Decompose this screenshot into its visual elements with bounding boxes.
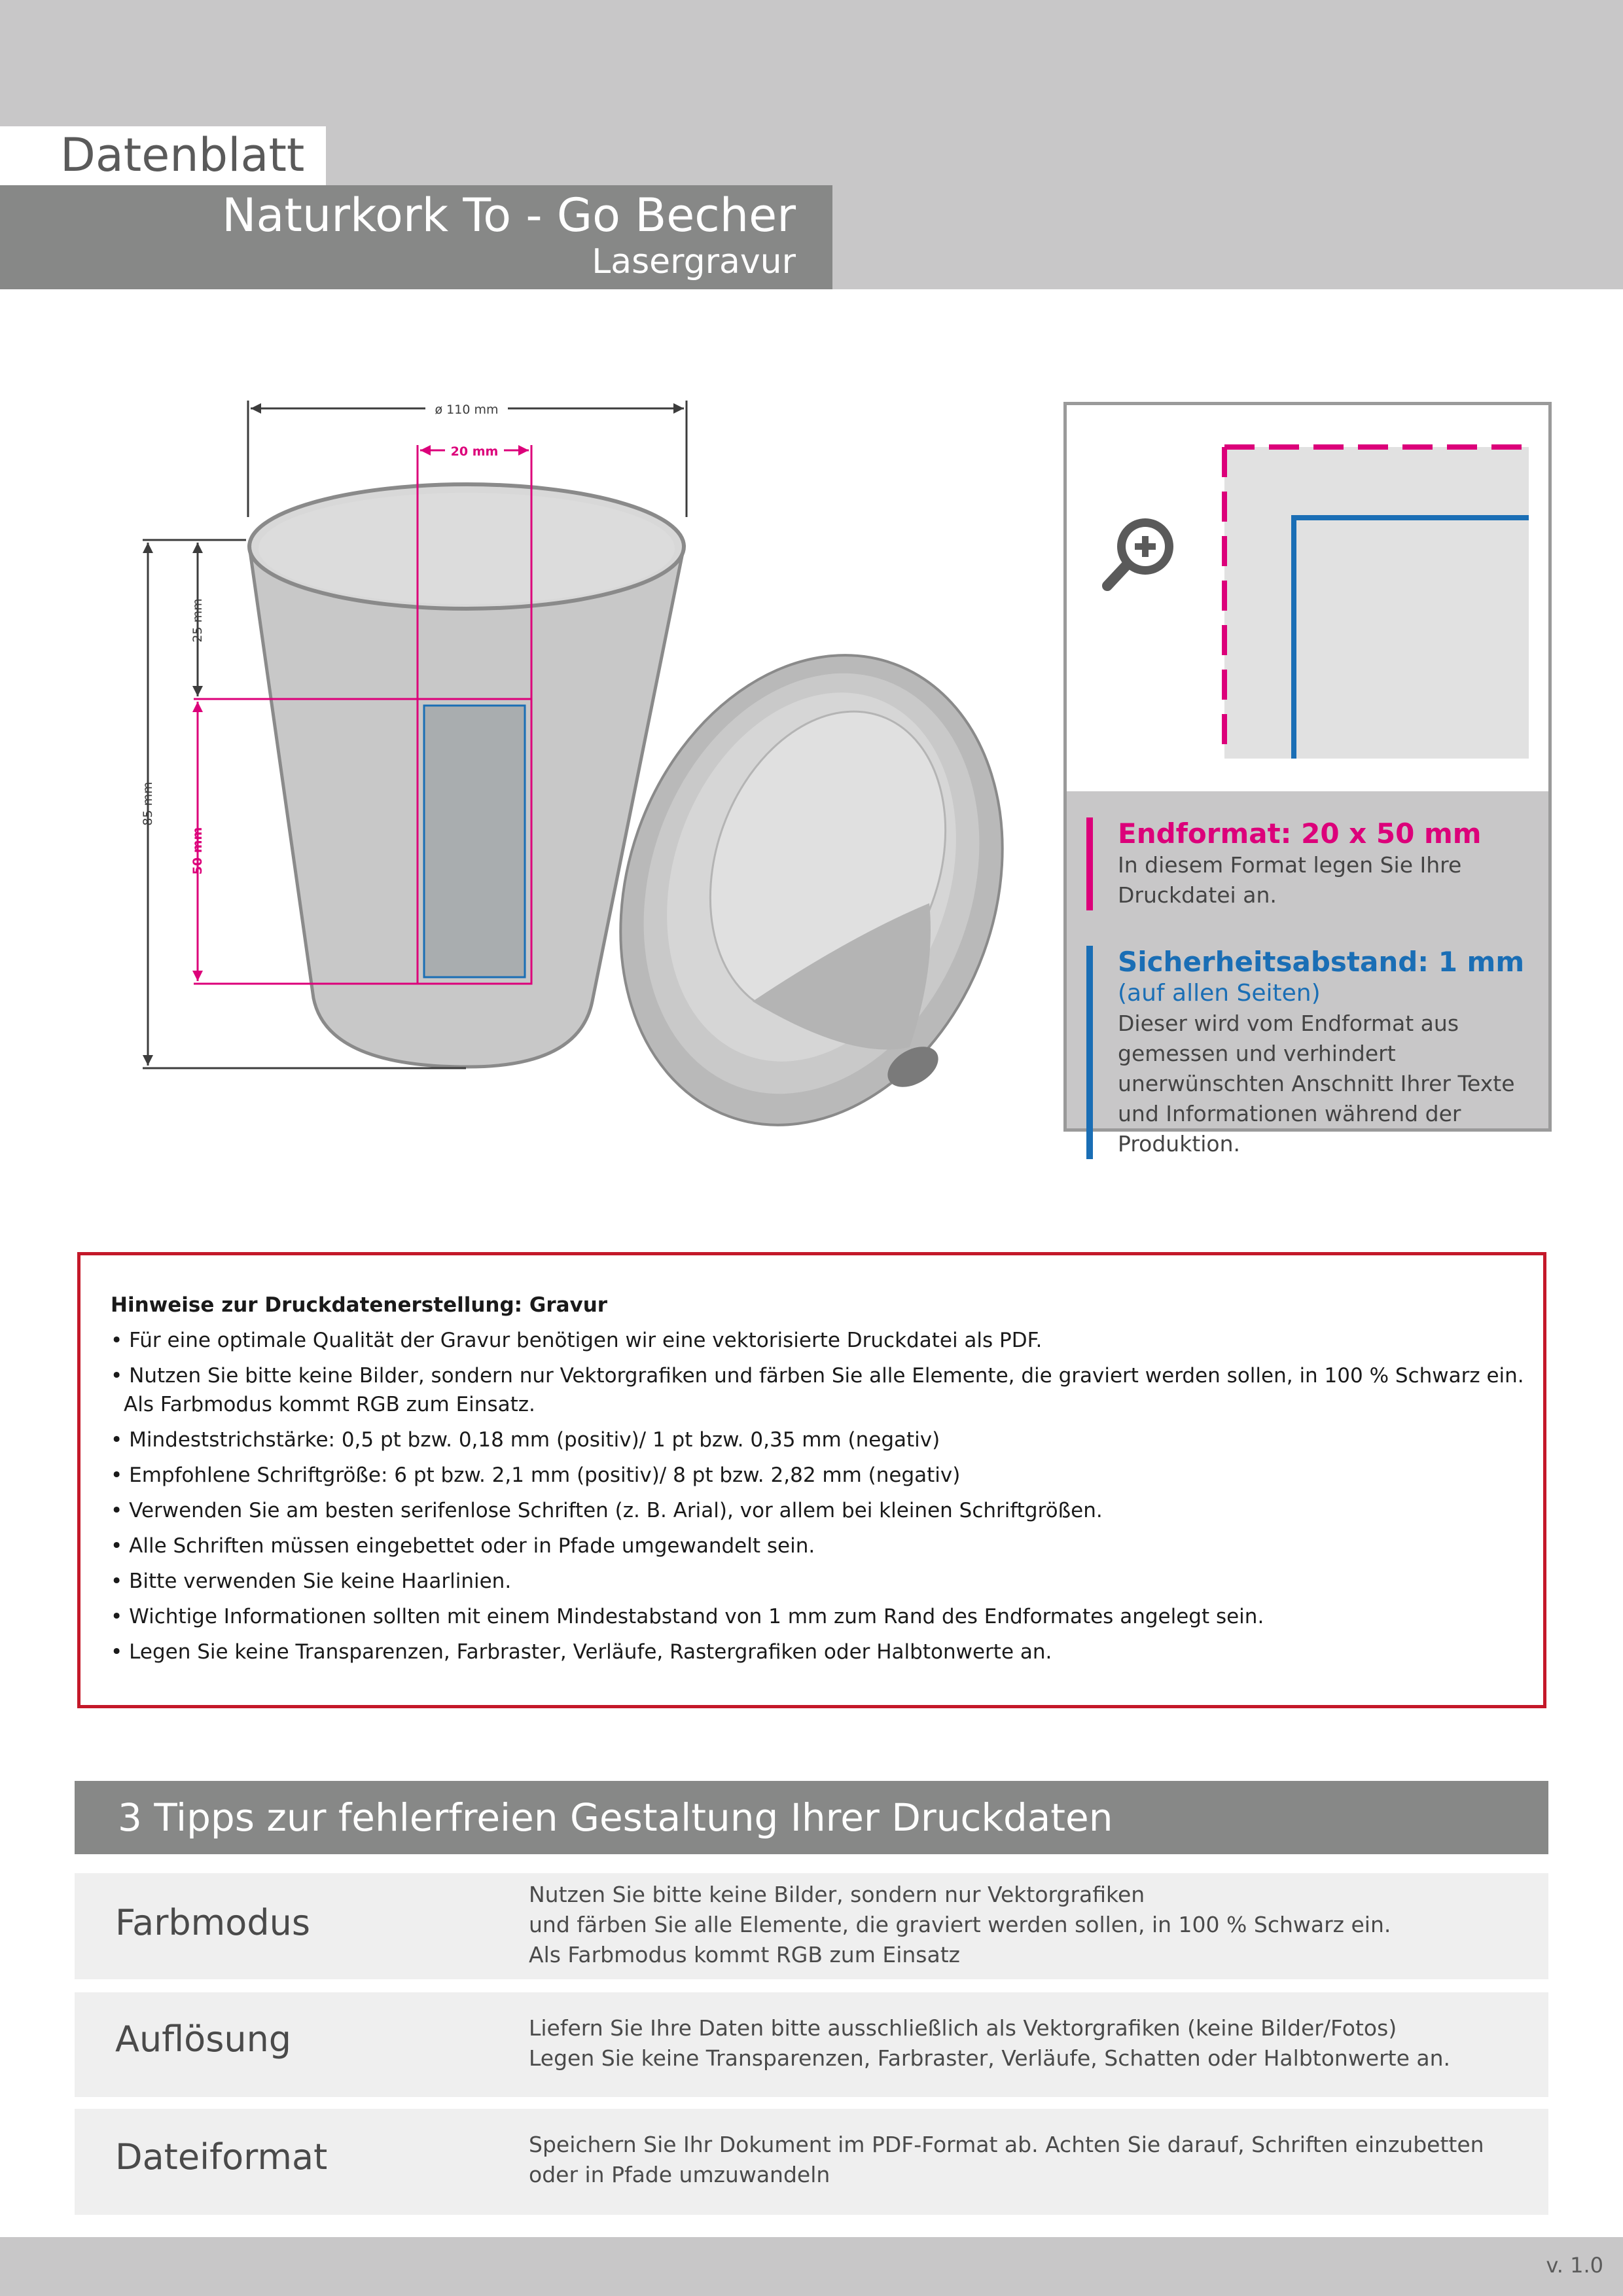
tips-heading-bar: [75, 1781, 1548, 1854]
end-format-info: [1086, 817, 1484, 910]
list-item: • Alle Schriften müssen eingebettet oder in Pfade umgewandelt sein.: [111, 1532, 1543, 1560]
tip-text: Liefern Sie Ihre Daten bitte ausschließlich als Vektorgrafiken (keine Bilder/Fotos) Legen Sie keine Transparenzen, Farbraster, Verläufe, Schatten oder Halbtonwerte an.: [529, 2015, 1451, 2071]
tip-label: Auflösung: [115, 2018, 292, 2060]
tip-row-file-format: [75, 2109, 1548, 2215]
page-subtitle: Lasergravur: [592, 242, 796, 281]
area-height-label: 50 mm: [190, 827, 205, 875]
safety-margin-text: Dieser wird vom Endformat aus gemessen und verhindert unerwünschten Anschnitt Ihrer Texte und Informationen während der Produktion.: [1118, 1011, 1515, 1157]
zoom-icon: [1107, 518, 1173, 586]
tips-heading: 3 Tipps zur fehlerfreien Gestaltung Ihrer Druckdaten: [118, 1795, 1113, 1840]
list-item: • Bitte verwenden Sie keine Haarlinien.: [111, 1567, 1543, 1596]
safety-margin-info: [1086, 946, 1550, 1159]
tip-label: Farbmodus: [115, 1902, 310, 1943]
top-margin-label: 25 mm: [190, 598, 205, 643]
safety-margin-title: Sicherheitsabstand: 1 mm: [1118, 946, 1525, 978]
list-item: • Mindeststrichstärke: 0,5 pt bzw. 0,18 mm (positiv)/ 1 pt bzw. 0,35 mm (negativ): [111, 1426, 1543, 1454]
list-item: • Verwenden Sie am besten serifenlose Schriften (z. B. Arial), vor allem bei kleinen Schriftgrößen.: [111, 1496, 1543, 1525]
end-format-text: In diesem Format legen Sie Ihre Druckdatei an.: [1118, 852, 1462, 908]
tip-text: Speichern Sie Ihr Dokument im PDF-Format ab. Achten Sie darauf, Schriften einzubetten oder in Pfade umzuwandeln: [529, 2132, 1484, 2187]
list-item: • Legen Sie keine Transparenzen, Farbraster, Verläufe, Rastergrafiken oder Halbtonwerte an.: [111, 1638, 1543, 1666]
list-item: • Wichtige Informationen sollten mit einem Mindestabstand von 1 mm zum Rand des Endformates angelegt sein.: [111, 1602, 1543, 1631]
end-format-title: Endformat: 20 x 50 mm: [1118, 817, 1482, 850]
notes-title: Hinweise zur Druckdatenerstellung: Gravur: [111, 1293, 608, 1317]
page-title: Naturkork To - Go Becher: [222, 188, 796, 242]
cup-illustration: [118, 380, 1034, 1165]
list-item: • Nutzen Sie bitte keine Bilder, sondern nur Vektorgrafiken und färben Sie alle Elemente, die graviert werden sollen, in 100 % Schwarz ein. Als Farbmodus kommt RGB zum Einsatz.: [111, 1361, 1543, 1419]
diameter-label: ø 110 mm: [435, 403, 499, 417]
datasheet-label: Datenblatt: [60, 128, 305, 182]
list-item: • Empfohlene Schriftgröße: 6 pt bzw. 2,1 mm (positiv)/ 8 pt bzw. 2,82 mm (negativ): [111, 1461, 1543, 1490]
list-item: • Für eine optimale Qualität der Gravur benötigen wir eine vektorisierte Druckdatei als PDF.: [111, 1326, 1543, 1355]
height-label: 85 mm: [141, 781, 155, 826]
tip-row-resolution: [75, 1992, 1548, 2097]
safety-margin-subtitle: (auf allen Seiten): [1118, 980, 1321, 1007]
tip-label: Dateiformat: [115, 2136, 328, 2178]
tip-row-color-mode: [75, 1873, 1548, 1979]
width-label: 20 mm: [450, 444, 499, 459]
notes-list: [111, 1326, 1543, 1666]
format-detail-panel: [1063, 402, 1552, 1157]
tip-text: Nutzen Sie bitte keine Bilder, sondern nur Vektorgrafiken und färben Sie alle Elemente, die graviert werden sollen, in 100 % Schwarz ein. Als Farbmodus kommt RGB zum Einsatz: [529, 1882, 1391, 1967]
engraving-notes: [77, 1252, 1546, 1708]
format-detail-graphic: [1067, 405, 1548, 791]
format-info: [1067, 791, 1548, 1157]
version-label: v. 1.0: [1546, 2253, 1603, 2278]
footer-band: [0, 2237, 1623, 2296]
